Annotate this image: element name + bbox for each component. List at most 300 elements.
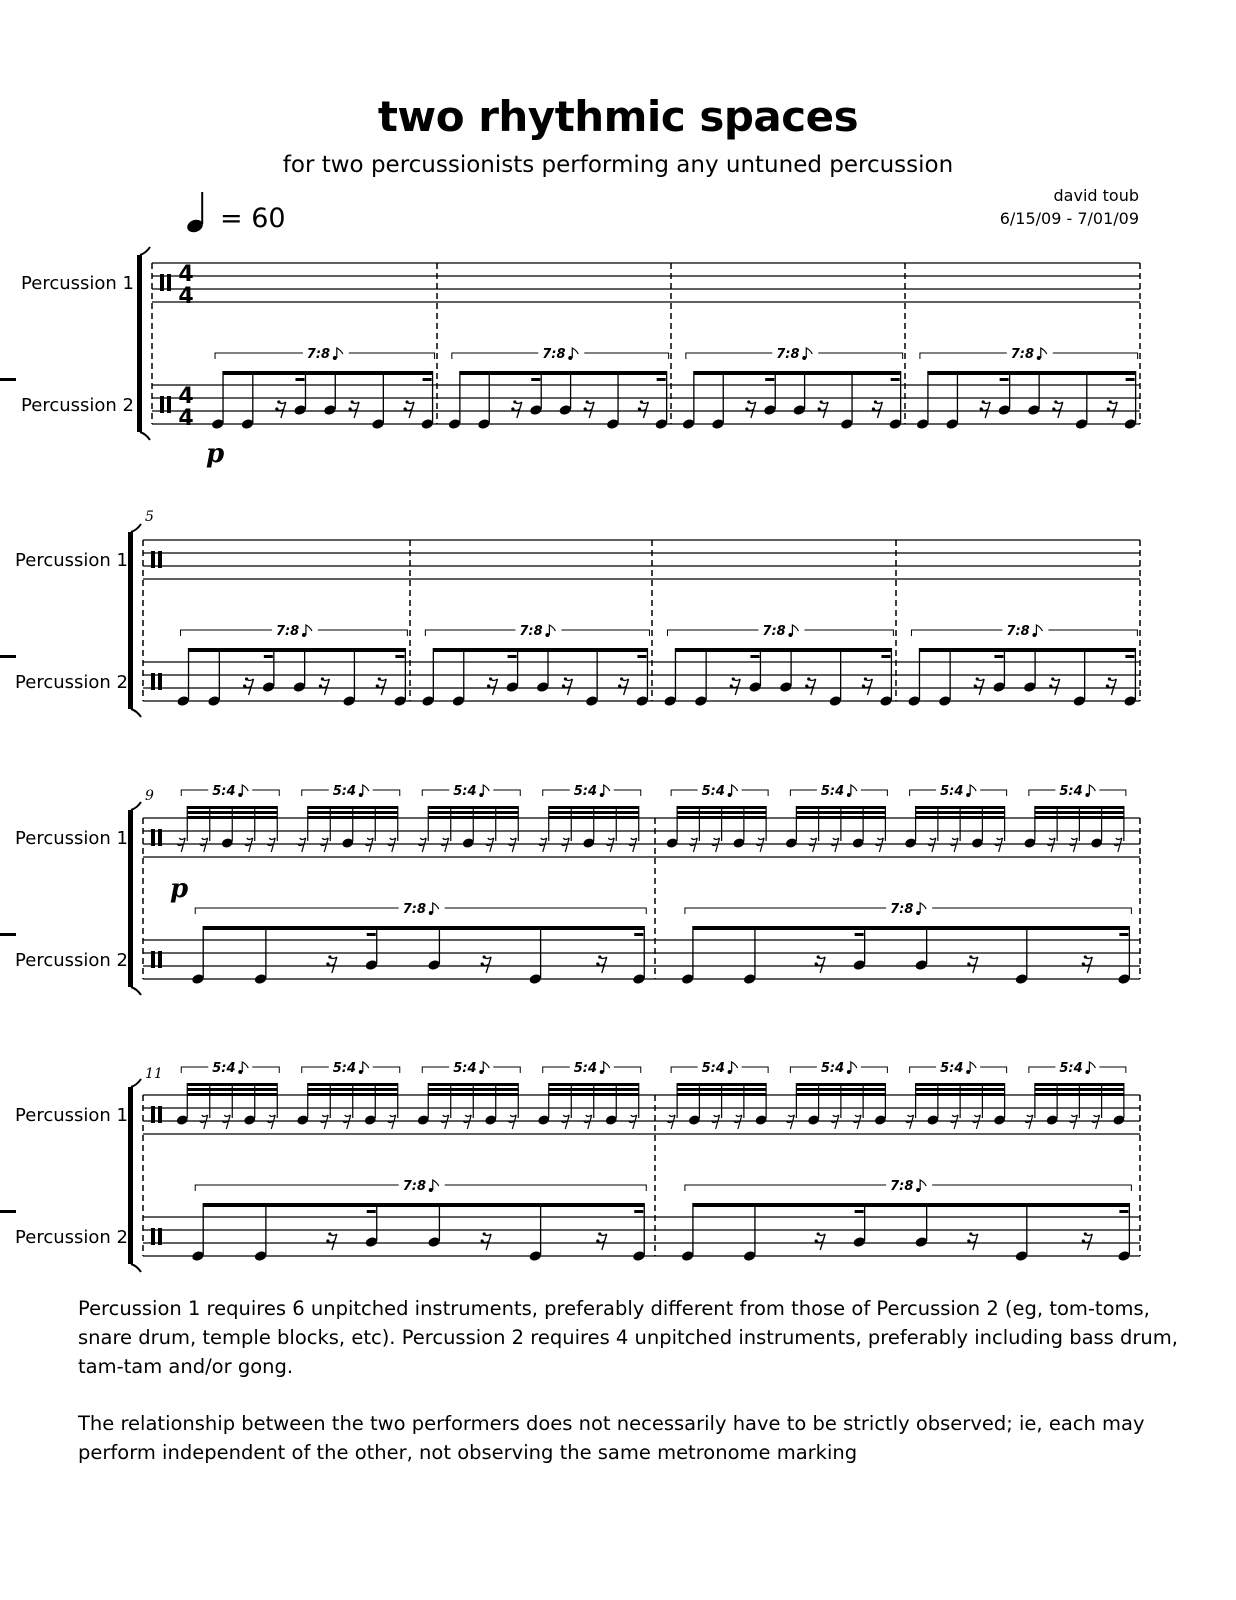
rest-symbol <box>585 402 594 418</box>
rest-symbol <box>418 838 426 852</box>
tuplet-note-icon <box>916 911 920 915</box>
beam <box>881 655 890 658</box>
rest-dot <box>586 400 589 403</box>
beam <box>428 806 518 809</box>
beam <box>1035 806 1124 809</box>
beam <box>634 1210 643 1213</box>
rest-dot <box>319 684 322 687</box>
beam <box>549 1083 639 1086</box>
rest-dot <box>967 962 970 965</box>
beam <box>308 1088 398 1091</box>
rest-symbol <box>343 1115 351 1129</box>
rest-symbol <box>561 838 569 852</box>
perc1-quintuplet-group <box>296 1061 400 1129</box>
measure-number: 9 <box>145 788 154 804</box>
tuplet-note-icon <box>238 1070 242 1074</box>
tuplet-label: 7:8 <box>776 347 800 362</box>
rest-symbol <box>995 838 1003 852</box>
rest-symbol <box>441 838 449 852</box>
rest-symbol <box>489 679 498 695</box>
rest-dot <box>598 1232 601 1235</box>
staff-perc1 <box>143 540 1140 579</box>
beam <box>1035 816 1124 819</box>
tuplet-note-icon <box>572 348 578 358</box>
tuplet-note-icon <box>545 633 549 637</box>
rest-symbol <box>629 838 637 852</box>
beam <box>675 648 891 652</box>
rest-dot <box>1054 400 1057 403</box>
rest-symbol <box>873 402 882 418</box>
rest-symbol <box>513 402 522 418</box>
tuplet-label: 7:8 <box>890 1179 914 1194</box>
tuplet-note-icon <box>970 1062 976 1072</box>
rest-symbol <box>1069 1115 1077 1129</box>
instrument-label-perc2: Percussion 2 <box>21 395 134 416</box>
tuplet-label: 7:8 <box>1010 347 1035 362</box>
beam <box>916 806 1005 809</box>
tuplet-note-icon <box>479 1070 483 1074</box>
notes-paragraph-2: The relationship between the two performers does not necessarily have to be strictly observed; ie, each may perform independent of the other, not observing the same metronome marking <box>78 1412 1145 1464</box>
beam <box>308 1083 398 1086</box>
rest-dot <box>638 407 641 410</box>
tuplet-label: 5:4 <box>573 784 598 799</box>
tuplet-note-icon <box>802 356 806 360</box>
tuplet-note-icon <box>242 785 248 795</box>
time-signature-numerator: 4 <box>178 262 194 287</box>
beam <box>693 1203 1129 1207</box>
dynamic-marking: p <box>206 439 225 469</box>
rest-symbol <box>350 402 359 418</box>
rest-dot <box>328 1232 331 1235</box>
perc1-quintuplet-group <box>418 784 520 852</box>
rest-dot <box>1049 684 1052 687</box>
beam <box>187 806 277 809</box>
rest-symbol <box>1069 838 1077 852</box>
beam <box>428 1093 518 1096</box>
beam <box>796 816 885 819</box>
rest-dot <box>620 677 623 680</box>
rest-symbol <box>819 402 828 418</box>
tuplet-note-icon <box>851 785 857 795</box>
rest-dot <box>277 400 280 403</box>
tuplet-label: 5:4 <box>212 1061 236 1076</box>
percussion-clef-icon <box>160 396 164 413</box>
instrument-label-perc1: Percussion 1 <box>21 273 134 294</box>
rest-dot <box>598 955 601 958</box>
rest-dot <box>275 407 278 410</box>
rest-dot <box>1107 407 1110 410</box>
tuplet-label: 5:4 <box>820 784 845 799</box>
perc1-quintuplet-group <box>667 1061 768 1129</box>
rest-symbol <box>969 957 978 973</box>
rest-symbol <box>298 838 306 852</box>
rest-dot <box>511 407 514 410</box>
perc1-quintuplet-group <box>539 784 641 852</box>
rest-dot <box>1109 400 1112 403</box>
percussion-clef-icon <box>167 274 171 291</box>
tuplet-label: 5:4 <box>940 784 964 799</box>
tuplet-note-icon <box>920 903 926 913</box>
tuplet-note-icon <box>479 793 483 797</box>
beam <box>423 378 432 381</box>
rest-dot <box>815 1239 818 1242</box>
rest-symbol <box>1051 679 1060 695</box>
beam <box>508 655 517 658</box>
beam <box>1035 1093 1124 1096</box>
staff-perc2 <box>143 1217 1140 1256</box>
rest-dot <box>976 677 979 680</box>
rest-dot <box>349 407 352 410</box>
dynamic-marking: p <box>170 874 189 904</box>
beam <box>677 1088 766 1091</box>
perc2-tuplet-group <box>0 347 903 430</box>
rest-symbol <box>875 838 883 852</box>
rest-dot <box>1052 407 1055 410</box>
tuplet-label: 7:8 <box>275 624 300 639</box>
beam <box>549 806 639 809</box>
rest-symbol <box>831 838 839 852</box>
rest-symbol <box>1114 838 1122 852</box>
beam <box>694 371 901 375</box>
beam <box>549 1088 639 1091</box>
composer: david toub <box>1053 186 1139 205</box>
beam <box>0 1210 16 1213</box>
rest-dot <box>1108 677 1111 680</box>
beam <box>1000 378 1009 381</box>
instrument-label-perc2: Percussion 2 <box>15 672 128 693</box>
rest-dot <box>376 684 379 687</box>
tuplet-label: 7:8 <box>762 624 786 639</box>
beam <box>187 811 277 814</box>
rest-dot <box>862 684 865 687</box>
beam <box>308 806 398 809</box>
tuplet-note-icon <box>568 356 572 360</box>
staff-perc2 <box>143 662 1140 701</box>
percussion-clef-icon <box>167 396 171 413</box>
beam <box>1119 933 1128 936</box>
beam <box>916 811 1005 814</box>
beam <box>428 1083 518 1086</box>
rest-symbol <box>388 1115 396 1129</box>
rest-symbol <box>405 402 414 418</box>
rest-dot <box>481 962 484 965</box>
perc1-quintuplet-group <box>177 784 279 852</box>
percussion-clef-icon <box>160 274 164 291</box>
rest-dot <box>513 400 516 403</box>
tuplet-note-icon <box>1032 633 1036 637</box>
beam <box>0 933 16 936</box>
tuplet-note-icon <box>333 356 337 360</box>
beam <box>428 816 518 819</box>
rest-symbol <box>320 1115 328 1129</box>
tuplet-note-icon <box>600 1070 604 1074</box>
rest-dot <box>969 1232 972 1235</box>
tuplet-label: 5:4 <box>332 784 357 799</box>
tuplet-note-icon <box>1089 785 1095 795</box>
perc1-quintuplet-group <box>906 1061 1007 1129</box>
rest-dot <box>406 400 409 403</box>
tuplet-note-icon <box>359 793 363 797</box>
beam <box>637 655 646 658</box>
beam <box>796 806 885 809</box>
beam <box>1035 1083 1124 1086</box>
beam <box>367 1210 376 1213</box>
beam <box>928 371 1136 375</box>
perc1-quintuplet-group <box>417 1061 521 1129</box>
rest-symbol <box>981 402 990 418</box>
rest-symbol <box>667 1115 675 1129</box>
beam <box>531 378 540 381</box>
tuplet-note-icon <box>604 785 610 795</box>
system-3 <box>0 784 1140 995</box>
beam <box>187 1093 277 1096</box>
rest-dot <box>969 955 972 958</box>
staff-perc2 <box>152 385 1140 424</box>
rest-dot <box>815 962 818 965</box>
page-title: two rhythmic spaces <box>377 92 859 141</box>
perc1-quintuplet-group <box>785 784 888 852</box>
rest-symbol <box>508 1115 516 1129</box>
rest-symbol <box>1092 1115 1100 1129</box>
system-bracket <box>140 247 150 255</box>
tuplet-label: 5:4 <box>940 1061 964 1076</box>
composition-dates: 6/15/09 - 7/01/09 <box>999 209 1139 228</box>
tuplet-label: 7:8 <box>542 347 566 362</box>
rest-symbol <box>712 838 720 852</box>
rest-symbol <box>816 1234 825 1250</box>
percussion-clef-icon <box>151 551 155 568</box>
beam <box>0 655 16 658</box>
beam <box>0 378 16 381</box>
beam <box>1035 1088 1124 1091</box>
perc1-quintuplet-group <box>176 1061 280 1129</box>
perc1-quintuplet-group <box>1023 784 1126 852</box>
beam <box>428 1088 518 1091</box>
tuplet-note-icon <box>732 1062 738 1072</box>
rest-symbol <box>747 402 756 418</box>
beam <box>796 1083 885 1086</box>
instrument-label-perc2: Percussion 2 <box>15 950 128 971</box>
rest-dot <box>351 400 354 403</box>
system-2 <box>0 509 1140 717</box>
subtitle: for two percussionists performing any untuned percussion <box>282 152 954 178</box>
perc1-quintuplet-group <box>904 784 1007 852</box>
notes-paragraph-1: Percussion 1 requires 6 unpitched instruments, preferably different from those of Percussion 2 (eg, tom-toms, snare drum, temple blocks, etc). Percussion 2 requires 4 unpitched instruments, preferably including bass drum, tam-tam and/or gong. <box>78 1297 1178 1378</box>
percussion-clef-icon <box>151 1106 155 1123</box>
rest-symbol <box>320 838 328 852</box>
instrument-label-perc1: Percussion 1 <box>15 828 128 849</box>
rest-symbol <box>972 1115 980 1129</box>
rest-dot <box>872 407 875 410</box>
rest-symbol <box>853 1115 861 1129</box>
percussion-clef-icon <box>151 1228 155 1245</box>
rest-dot <box>404 407 407 410</box>
time-signature-numerator: 4 <box>178 384 194 409</box>
tuplet-note-icon <box>847 1070 851 1074</box>
rest-dot <box>328 955 331 958</box>
rest-symbol <box>245 679 254 695</box>
tuplet-note-icon <box>429 911 433 915</box>
rest-dot <box>820 400 823 403</box>
tuplet-label: 5:4 <box>701 784 725 799</box>
tuplet-note-icon <box>732 785 738 795</box>
rest-dot <box>1084 1232 1087 1235</box>
rest-symbol <box>328 957 337 973</box>
tuplet-note-icon <box>966 793 970 797</box>
rest-symbol <box>320 679 329 695</box>
rest-dot <box>1106 684 1109 687</box>
rest-dot <box>487 684 490 687</box>
rest-symbol <box>1107 679 1116 695</box>
tuplet-label: 5:4 <box>820 1061 845 1076</box>
rest-symbol <box>267 1115 275 1129</box>
rest-symbol <box>365 838 373 852</box>
system-bracket <box>131 524 141 532</box>
rest-symbol <box>328 1234 337 1250</box>
rest-symbol <box>712 1115 720 1129</box>
beam <box>677 1083 766 1086</box>
beam <box>187 816 277 819</box>
beam <box>428 811 518 814</box>
rest-dot <box>483 1232 486 1235</box>
tuplet-note-icon <box>363 785 369 795</box>
rest-dot <box>747 400 750 403</box>
rest-dot <box>1084 955 1087 958</box>
tuplet-note-icon <box>916 1188 920 1192</box>
beam <box>855 1210 864 1213</box>
rest-symbol <box>584 1115 592 1129</box>
rest-dot <box>562 684 565 687</box>
tuplet-label: 5:4 <box>1059 1061 1083 1076</box>
rest-dot <box>489 677 492 680</box>
rest-symbol <box>969 1234 978 1250</box>
rest-symbol <box>1108 402 1117 418</box>
tuplet-note-icon <box>238 793 242 797</box>
rest-symbol <box>950 1115 958 1129</box>
staff-perc1 <box>152 263 1140 302</box>
rest-symbol <box>1025 1115 1033 1129</box>
instrument-label-perc2: Percussion 2 <box>15 1227 128 1248</box>
rest-dot <box>483 955 486 958</box>
beam <box>796 811 885 814</box>
perc2-tuplet-group <box>0 624 893 707</box>
rest-symbol <box>441 1115 449 1129</box>
percussion-clef-icon <box>158 1106 162 1123</box>
rest-symbol <box>975 679 984 695</box>
rest-dot <box>1051 677 1054 680</box>
rest-dot <box>326 1239 329 1242</box>
tuplet-note-icon <box>604 1062 610 1072</box>
rest-symbol <box>200 1115 208 1129</box>
instrument-label-perc1: Percussion 1 <box>15 1105 128 1126</box>
tuplet-label: 7:8 <box>402 1179 427 1194</box>
beam <box>367 933 376 936</box>
tuplet-label: 5:4 <box>573 1061 598 1076</box>
rest-symbol <box>482 1234 491 1250</box>
tuplet-note-icon <box>433 903 439 913</box>
rest-symbol <box>731 679 740 695</box>
beam <box>916 816 1005 819</box>
beam <box>657 378 666 381</box>
rest-symbol <box>377 679 386 695</box>
tempo-value: = 60 <box>220 203 286 234</box>
system-4 <box>0 1061 1140 1272</box>
percussion-clef-icon <box>151 951 155 968</box>
beam <box>460 371 667 375</box>
rest-dot <box>1082 962 1085 965</box>
beam <box>677 811 766 814</box>
rest-dot <box>818 407 821 410</box>
system-bracket <box>131 709 141 717</box>
tuplet-note-icon <box>792 625 798 635</box>
rest-symbol <box>639 402 648 418</box>
perc1-quintuplet-group <box>1025 1061 1126 1129</box>
rest-dot <box>874 400 877 403</box>
tuplet-note-icon <box>359 1070 363 1074</box>
rest-dot <box>732 677 735 680</box>
percussion-clef-icon <box>158 673 162 690</box>
rest-dot <box>980 407 983 410</box>
beam <box>796 1088 885 1091</box>
rest-symbol <box>1083 957 1092 973</box>
rest-symbol <box>539 838 547 852</box>
system-bracket <box>131 802 141 810</box>
tuplet-note-icon <box>600 793 604 797</box>
beam <box>264 655 273 658</box>
beam <box>549 1093 639 1096</box>
tuplet-note-icon <box>1089 1062 1095 1072</box>
tuplet-note-icon <box>851 1062 857 1072</box>
beam <box>395 655 404 658</box>
tuplet-label: 5:4 <box>701 1061 725 1076</box>
rest-symbol <box>1083 1234 1092 1250</box>
rest-dot <box>596 1239 599 1242</box>
tuplet-note-icon <box>966 1070 970 1074</box>
rest-dot <box>974 684 977 687</box>
staff-perc1 <box>143 818 1140 857</box>
tuplet-note-icon <box>847 793 851 797</box>
beam <box>796 1093 885 1096</box>
system-bracket <box>128 810 133 987</box>
rest-symbol <box>606 838 614 852</box>
tuplet-note-icon <box>1036 625 1042 635</box>
beam <box>308 1093 398 1096</box>
perc2-tuplet-group <box>0 902 1131 985</box>
rest-dot <box>326 962 329 965</box>
tuplet-note-icon <box>337 348 343 358</box>
beam <box>189 648 406 652</box>
beam <box>765 378 774 381</box>
rest-dot <box>378 677 381 680</box>
beam <box>549 811 639 814</box>
beam <box>1126 378 1135 381</box>
rest-symbol <box>786 1115 794 1129</box>
beam <box>187 1088 277 1091</box>
tuplet-note-icon <box>1037 356 1041 360</box>
instrument-label-perc1: Percussion 1 <box>15 550 128 571</box>
perc2-tuplet-group <box>0 902 646 985</box>
beam <box>855 933 864 936</box>
tuplet-note-icon <box>788 633 792 637</box>
rest-dot <box>564 677 567 680</box>
tuplet-label: 7:8 <box>402 902 427 917</box>
percussion-clef-icon <box>151 673 155 690</box>
system-bracket <box>137 255 142 432</box>
beam <box>919 648 1135 652</box>
time-signature-denominator: 4 <box>178 406 194 431</box>
perc2-tuplet-group <box>0 624 407 707</box>
rest-dot <box>618 684 621 687</box>
